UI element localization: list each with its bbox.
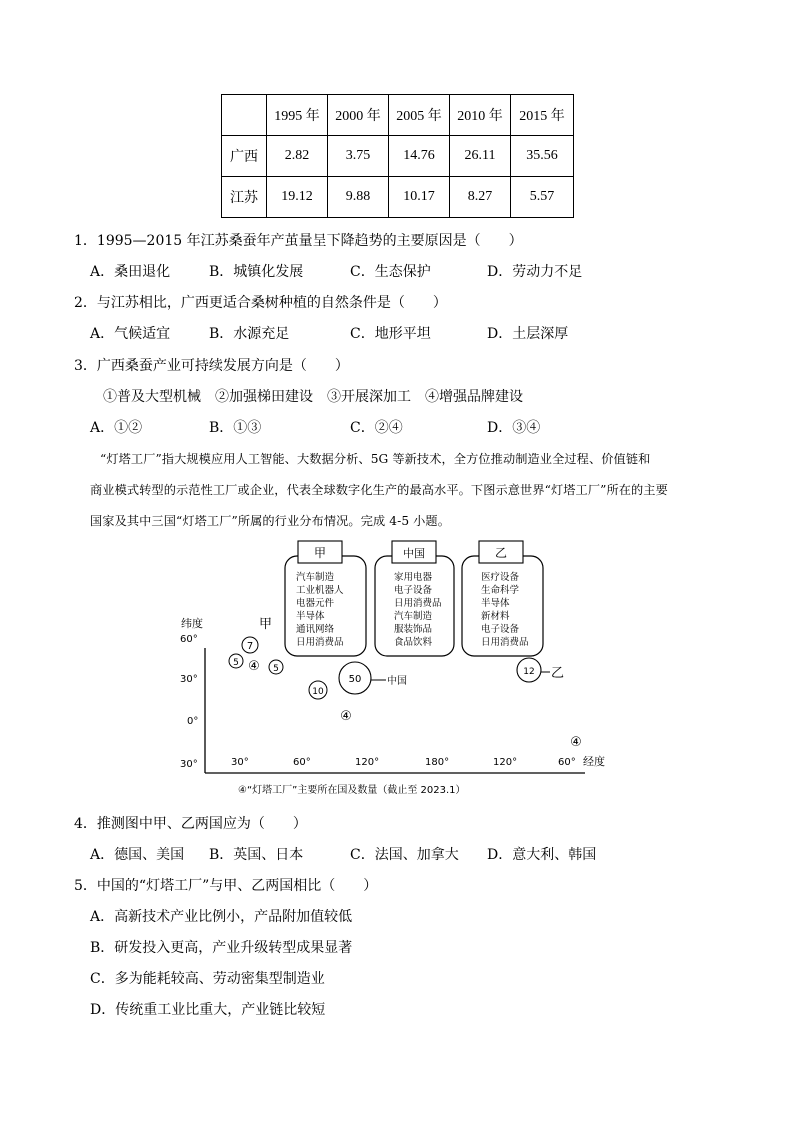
svg-text:7: 7 xyxy=(246,641,254,652)
q5-option-d[interactable]: D．传统重工业比重大，产业链比较短 xyxy=(90,1002,326,1018)
x-tick: 120° xyxy=(493,757,518,768)
table-cell: 9.88 xyxy=(328,177,389,218)
q1-option-c[interactable]: C．生态保护 xyxy=(350,264,431,280)
industry-box-yi xyxy=(462,541,543,656)
table-cell: 5.57 xyxy=(511,177,574,218)
country-point xyxy=(340,709,352,724)
box-item: 日用消费品 xyxy=(296,637,344,648)
table-cell: 2.82 xyxy=(267,136,328,177)
box-title: 中国 xyxy=(403,547,425,560)
figure-caption: ④“灯塔工厂”主要所在国及数量（截止至 2023.1） xyxy=(238,785,466,796)
y-tick: 60° xyxy=(180,634,198,645)
box-item: 生命科学 xyxy=(481,585,520,596)
box-item: 汽车制造 xyxy=(394,611,433,622)
q1-option-a[interactable]: A．桑田退化 xyxy=(90,264,171,280)
box-item: 电子设备 xyxy=(481,624,520,635)
box-title: 甲 xyxy=(313,546,327,560)
country-point xyxy=(339,662,407,694)
box-item: 通讯网络 xyxy=(296,624,335,635)
svg-text:5: 5 xyxy=(273,664,279,674)
box-item: 汽车制造 xyxy=(296,572,335,583)
country-point xyxy=(248,659,260,674)
box-item: 日用消费品 xyxy=(394,598,442,609)
point-label: 甲 xyxy=(259,617,273,632)
q2-option-c[interactable]: C．地形平坦 xyxy=(350,326,431,342)
q3-statements: ①普及大型机械 ②加强梯田建设 ③开展深加工 ④增强品牌建设 xyxy=(103,389,523,405)
box-title: 乙 xyxy=(494,546,508,560)
q2-option-d[interactable]: D．土层深厚 xyxy=(487,326,569,342)
q5-option-a[interactable]: A．高新技术产业比例小，产品附加值较低 xyxy=(90,909,353,925)
question-2-stem: 2．与江苏相比，广西更适合桑树种植的自然条件是（ ） xyxy=(74,295,447,311)
question-3-stem: 3．广西桑蚕产业可持续发展方向是（ ） xyxy=(74,358,349,374)
question-5-stem: 5．中国的“灯塔工厂”与甲、乙两国相比（ ） xyxy=(74,878,378,894)
passage-line-3: 国家及其中三国“灯塔工厂”所属的行业分布情况。完成 4-5 小题。 xyxy=(90,514,451,528)
q5-option-c[interactable]: C．多为能耗较高、劳动密集型制造业 xyxy=(90,971,325,987)
table-cell: 3.75 xyxy=(328,136,389,177)
box-item: 食品饮料 xyxy=(394,637,433,648)
x-tick: 180° xyxy=(425,757,450,768)
x-tick: 120° xyxy=(355,757,380,768)
question-1-stem: 1．1995—2015 年江苏桑蚕年产茧量呈下降趋势的主要原因是（ ） xyxy=(74,233,523,249)
table-header-cell: 2000 年 xyxy=(328,95,389,136)
box-item: 日用消费品 xyxy=(481,637,529,648)
table-row-label: 江苏 xyxy=(222,177,267,218)
x-tick: 60° xyxy=(293,757,311,768)
table-cell: 10.17 xyxy=(389,177,450,218)
q3-option-b[interactable]: B．①③ xyxy=(209,420,262,436)
box-item: 电器元件 xyxy=(296,598,335,609)
y-tick: 30° xyxy=(180,674,198,685)
q3-option-d[interactable]: D．③④ xyxy=(487,420,541,436)
table-cell: 8.27 xyxy=(450,177,511,218)
q4-option-d[interactable]: D．意大利、韩国 xyxy=(487,847,597,863)
box-item: 工业机器人 xyxy=(296,585,344,596)
box-item: 半导体 xyxy=(481,598,510,609)
q4-option-b[interactable]: B．英国、日本 xyxy=(209,847,304,863)
y-axis-label: 纬度 xyxy=(181,617,203,630)
country-point xyxy=(309,681,327,699)
x-tick: 60° xyxy=(558,757,576,768)
country-point xyxy=(570,735,582,750)
box-item: 家用电器 xyxy=(394,572,433,583)
table-header-cell: 2005 年 xyxy=(389,95,450,136)
q4-option-a[interactable]: A．德国、美国 xyxy=(90,847,185,863)
country-point xyxy=(229,654,243,668)
q3-option-a[interactable]: A．①② xyxy=(90,420,143,436)
svg-text:50: 50 xyxy=(348,674,362,685)
table-header-cell: 1995 年 xyxy=(267,95,328,136)
table-header-cell: 2010 年 xyxy=(450,95,511,136)
q3-option-c[interactable]: C．②④ xyxy=(350,420,403,436)
country-point xyxy=(242,617,272,653)
svg-text:5: 5 xyxy=(233,658,239,668)
passage-line-1: “灯塔工厂”指大规模应用人工智能、大数据分析、5G 等新技术，全方位推动制造业全过程、价值链和 xyxy=(100,452,651,466)
box-item: 服装饰品 xyxy=(394,624,433,635)
x-tick: 30° xyxy=(231,757,249,768)
table-cell: 35.56 xyxy=(511,136,574,177)
svg-text:④: ④ xyxy=(340,709,352,724)
q1-option-b[interactable]: B．城镇化发展 xyxy=(209,264,304,280)
point-label: 乙 xyxy=(551,666,565,681)
industry-box-china xyxy=(375,541,454,656)
q4-option-c[interactable]: C．法国、加拿大 xyxy=(350,847,459,863)
svg-text:④: ④ xyxy=(570,735,582,750)
svg-text:12: 12 xyxy=(523,667,535,677)
table-header-cell: 2015 年 xyxy=(511,95,574,136)
q5-option-b[interactable]: B．研发投入更高，产业升级转型成果显著 xyxy=(90,940,353,956)
svg-text:④: ④ xyxy=(248,659,260,674)
svg-text:10: 10 xyxy=(312,687,324,697)
country-point xyxy=(269,660,283,674)
y-tick: 30° xyxy=(180,759,198,770)
x-axis-label: 经度 xyxy=(583,755,605,768)
table-row-label: 广西 xyxy=(222,136,267,177)
y-tick: 0° xyxy=(187,716,199,727)
table-cell: 26.11 xyxy=(450,136,511,177)
question-4-stem: 4．推测图中甲、乙两国应为（ ） xyxy=(74,816,307,832)
box-item: 半导体 xyxy=(296,611,325,622)
q2-option-a[interactable]: A．气候适宜 xyxy=(90,326,171,342)
box-item: 医疗设备 xyxy=(481,572,520,583)
box-item: 新材料 xyxy=(481,611,510,622)
box-item: 电子设备 xyxy=(394,585,433,596)
q1-option-d[interactable]: D．劳动力不足 xyxy=(487,264,583,280)
point-label: 中国 xyxy=(387,676,407,687)
country-point xyxy=(517,658,564,682)
table-cell: 19.12 xyxy=(267,177,328,218)
passage-line-2: 商业模式转型的示范性工厂或企业，代表全球数字化生产的最高水平。下图示意世界“灯塔工厂”所在的主要 xyxy=(90,483,668,497)
table-cell: 14.76 xyxy=(389,136,450,177)
q2-option-b[interactable]: B．水源充足 xyxy=(209,326,290,342)
industry-box-jia xyxy=(285,541,366,656)
